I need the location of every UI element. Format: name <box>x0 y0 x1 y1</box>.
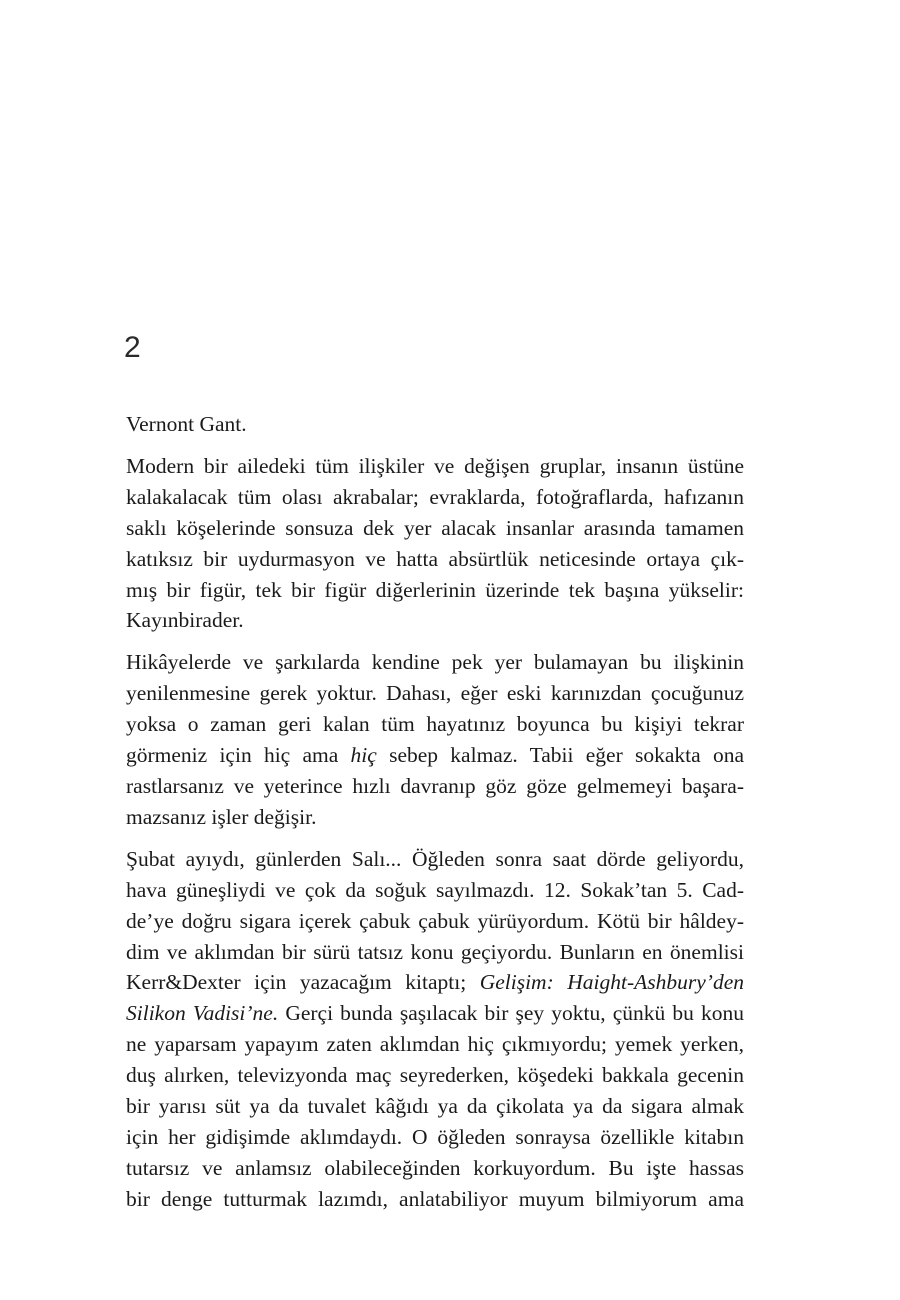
italic-text: Silikon Vadisi’ne. <box>126 1001 279 1026</box>
text-line <box>126 544 744 575</box>
text-run: yoksa o zaman geri kalan tüm hayatınız boyunca bu kişiyi tekrar <box>126 712 744 737</box>
text-line <box>126 605 744 636</box>
text-run: görmeniz için hiç ama <box>126 743 351 768</box>
text-run: Hikâyelerde ve şarkılarda kendine pek yer bulamayan bu ilişkinin <box>126 650 744 675</box>
text-run: de’ye doğru sigara içerek çabuk çabuk yürüyordum. Kötü bir hâldey- <box>126 908 744 933</box>
text-run: kalakalacak tüm olası akrabalar; evraklarda, fotoğraflarda, hafızanın <box>126 484 744 509</box>
text-run: katıksız bir uydurmasyon ve hatta absürtlük neticesinde ortaya çık- <box>126 546 744 571</box>
text-line <box>126 513 744 544</box>
text-line <box>126 1122 744 1153</box>
text-line <box>126 967 744 998</box>
text-run: ne yaparsam yapayım zaten aklımdan hiç çıkmıyordu; yemek yerken, <box>126 1032 744 1057</box>
text-run: Modern bir ailedeki tüm ilişkiler ve değişen gruplar, insanın üstüne <box>126 453 744 478</box>
paragraph <box>126 409 744 440</box>
text-run: saklı köşelerinde sonsuza dek yer alacak insanlar arasında tamamen <box>126 515 744 540</box>
chapter-number: 2 <box>124 331 141 364</box>
text-run: hava güneşliydi ve çok da soğuk sayılmazdı. 12. Sokak’tan 5. Cad- <box>126 877 744 902</box>
text-line <box>126 1153 744 1184</box>
text-run: için her gidişimde aklımdaydı. O öğleden sonraysa özellikle kitabın <box>126 1124 744 1149</box>
text-run: bir yarısı süt ya da tuvalet kâğıdı ya da çikolata ya da sigara almak <box>126 1094 744 1119</box>
text-run: bir denge tutturmak lazımdı, anlatabiliyor muyum bilmiyorum ama <box>126 1186 744 1211</box>
text-line <box>126 482 744 513</box>
text-line <box>126 875 744 906</box>
text-run: rastlarsanız ve yeterince hızlı davranıp göz göze gelmemeyi başara- <box>126 773 744 798</box>
text-line <box>126 647 744 678</box>
text-line <box>126 844 744 875</box>
text-line <box>126 802 744 833</box>
text-line <box>126 1060 744 1091</box>
text-line <box>126 1091 744 1122</box>
text-run: mazsanız işler değişir. <box>126 804 317 829</box>
text-line <box>126 575 744 606</box>
text-line <box>126 771 744 802</box>
text-line <box>126 1029 744 1060</box>
text-run: duş alırken, televizyonda maç seyrederken, köşedeki bakkala gecenin <box>126 1063 744 1088</box>
text-line <box>126 998 744 1029</box>
paragraph <box>126 451 744 636</box>
text-run: sebep kalmaz. Tabii eğer sokakta ona <box>376 743 744 768</box>
text-line <box>126 937 744 968</box>
paragraph <box>126 647 744 832</box>
text-run: Şubat ayıydı, günlerden Salı... Öğleden sonra saat dörde geliyordu, <box>126 846 744 871</box>
italic-text: Gelişim: Haight-Ashbury’den <box>479 970 744 995</box>
text-line <box>126 906 744 937</box>
text-run: mış bir figür, tek bir figür diğerlerinin üzerinde tek başına yükselir: <box>126 577 744 602</box>
text-run: Gerçi bunda şaşılacak bir şey yoktu, çünkü bu konu <box>278 1001 744 1026</box>
text-run: yenilenmesine gerek yoktur. Dahası, eğer eski karınızdan çocuğunuz <box>126 681 744 706</box>
paragraph <box>126 844 744 1215</box>
text-line <box>126 1184 744 1215</box>
italic-text: hiç <box>350 743 377 768</box>
text-line <box>126 709 744 740</box>
text-run: Kerr&Dexter için yazacağım kitaptı; <box>126 970 480 995</box>
text-line <box>126 678 744 709</box>
text-line <box>126 740 744 771</box>
text-line <box>126 409 744 440</box>
text-line <box>126 451 744 482</box>
text-run: Kayınbirader. <box>126 608 244 633</box>
text-run: dim ve aklımdan bir sürü tatsız konu geçiyordu. Bunların en önemlisi <box>126 939 744 964</box>
text-run: tutarsız ve anlamsız olabileceğinden korkuyordum. Bu işte hassas <box>126 1155 744 1180</box>
body-text <box>126 409 744 1226</box>
text-run: Vernont Gant. <box>126 412 247 436</box>
